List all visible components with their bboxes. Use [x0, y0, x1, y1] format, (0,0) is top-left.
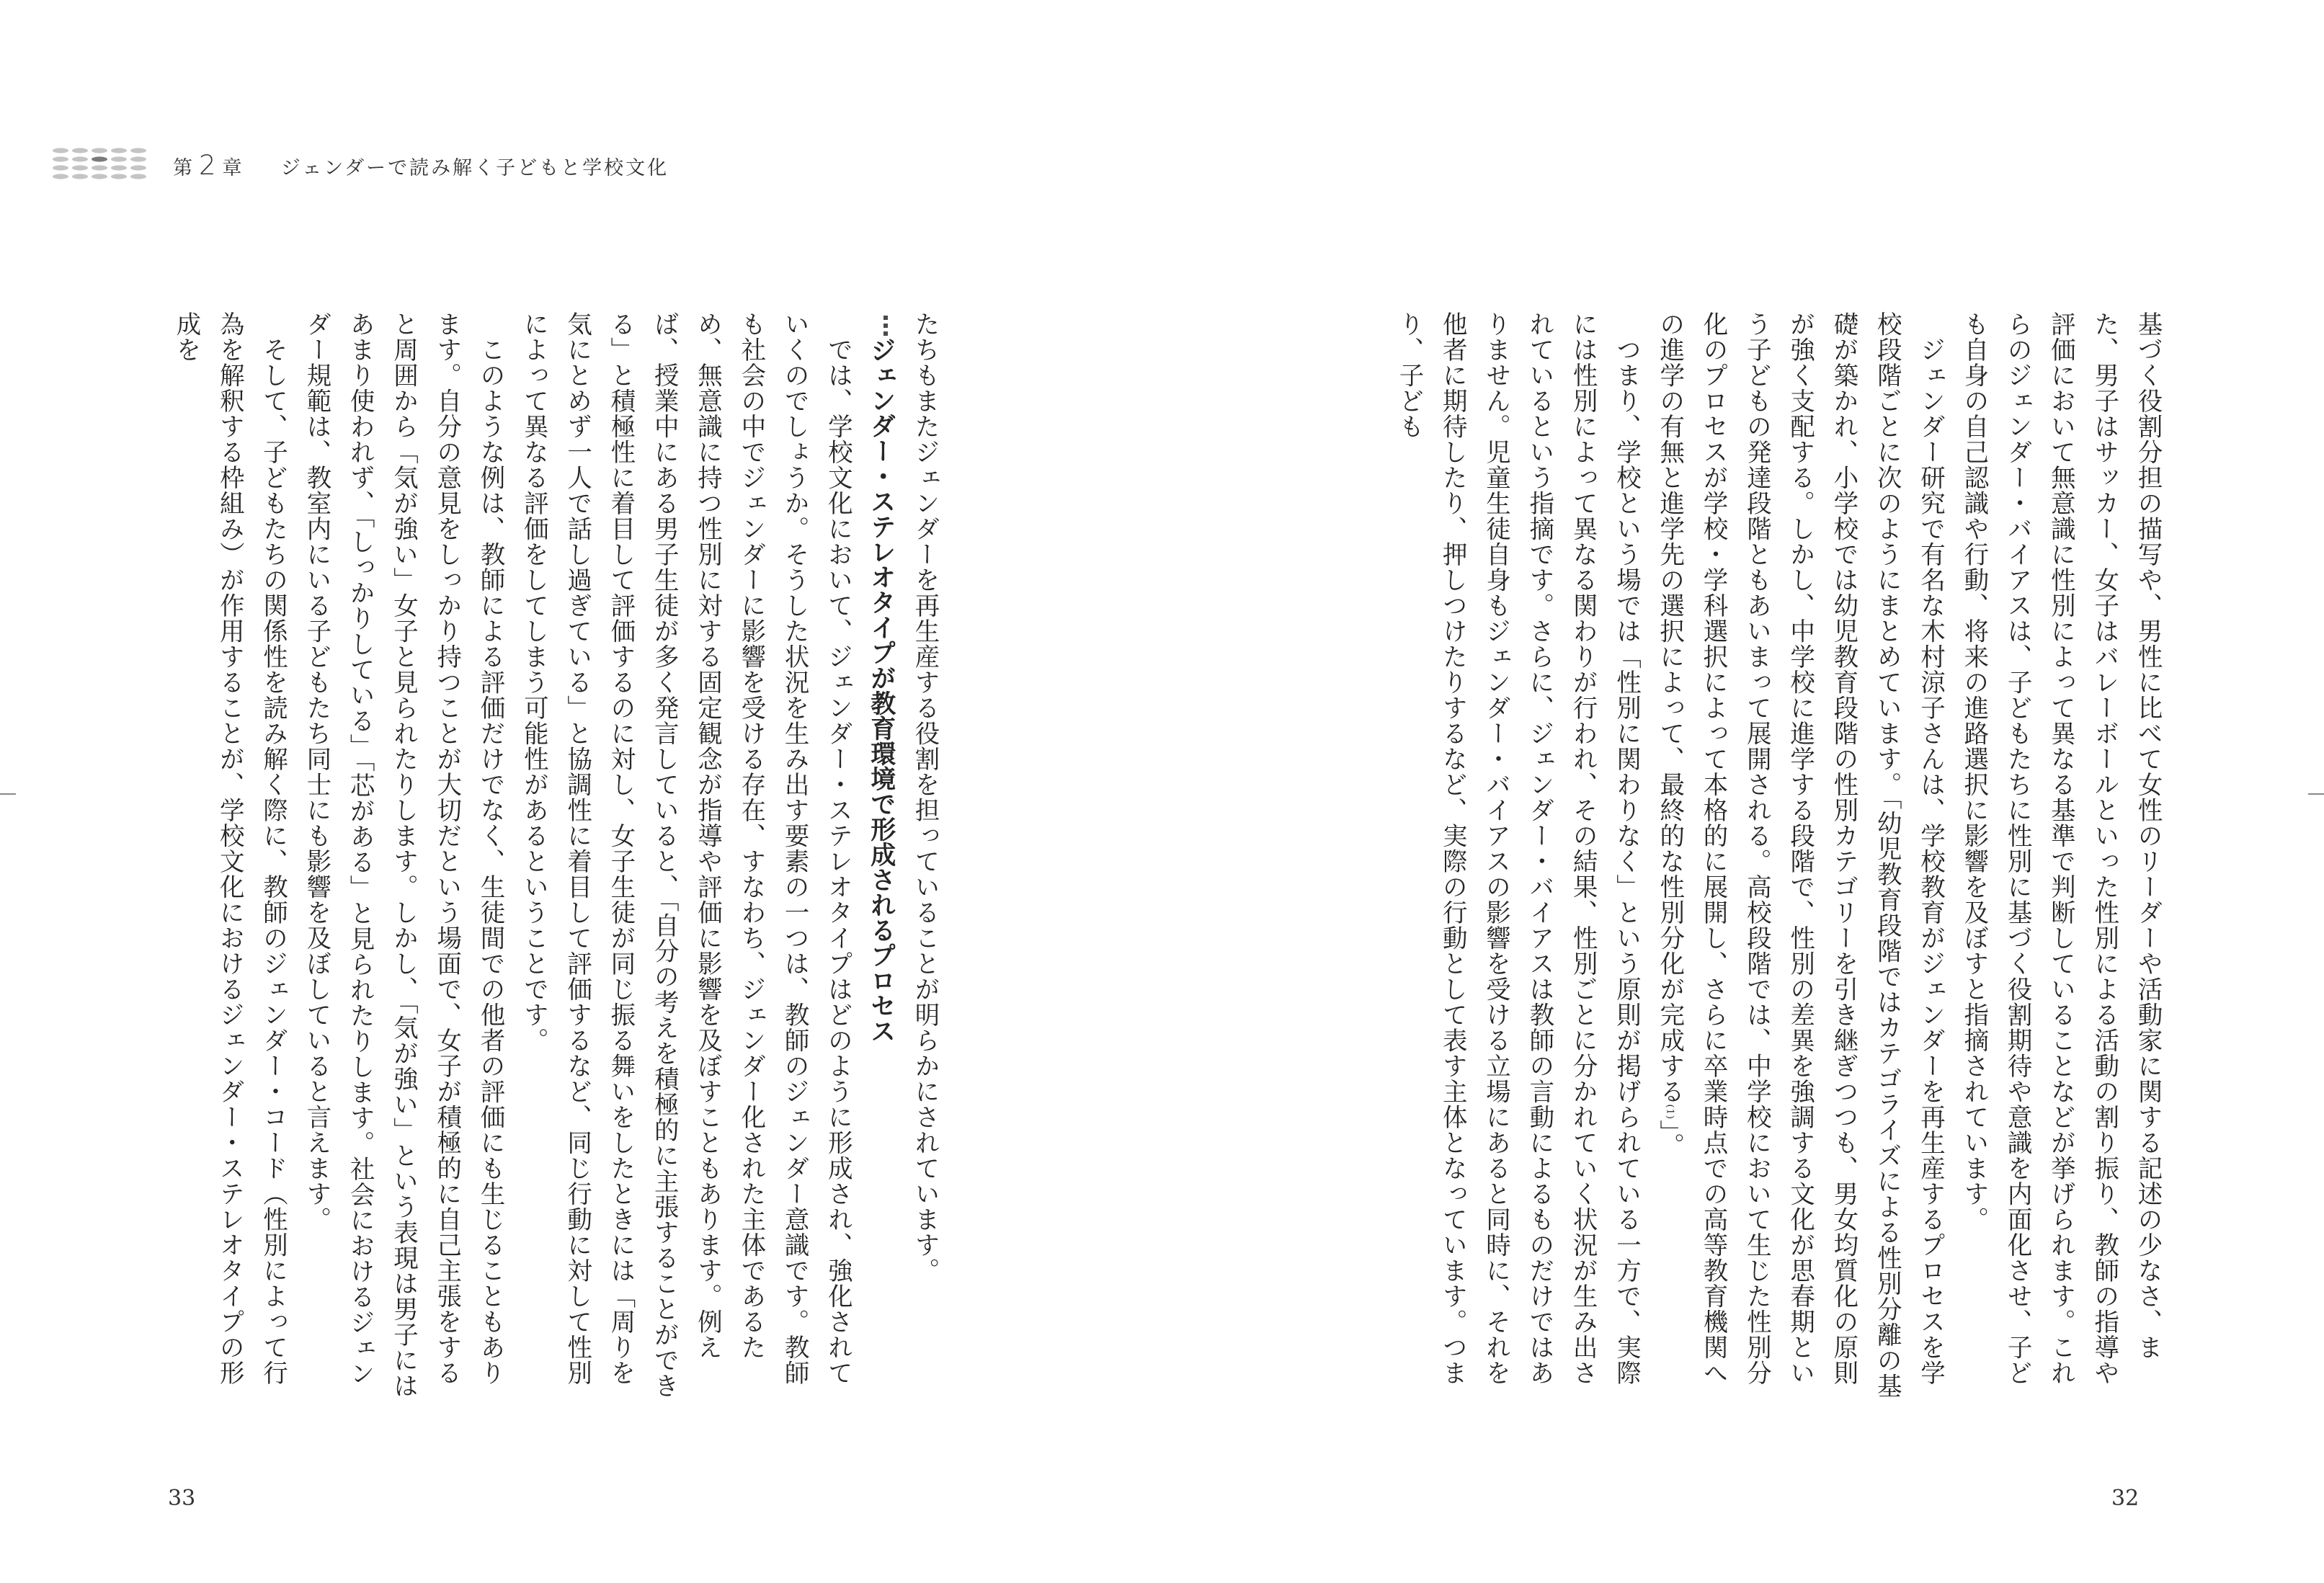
- paragraph: 基づく役割分担の描写や、男性に比べて女性のリーダーや活動家に関する記述の少なさ、また、男子はサッカー、女子はバレーボールといった性別による活動の割り振り、教師の指導や評価において無意識に性別によって異なる基準で判断していることなどが挙げられます。これらのジェンダー・バイアスは、子どもたちに性別に基づく役割期待や意識を内面化させ、子ども自身の自己認識や行動、将来の進路選択に影響を及ぼすと指摘されています。: [1959, 311, 2162, 1386]
- page-left: [164, 311, 946, 1406]
- paragraph-text: このような例は、教師による評価だけでなく、生徒間での他者の評価にも生じることもあります。自分の意見をしっかり持つことが大切だという場面で、女子が積極的に自己主張をすると周囲から「気が強い」女子と見られたりします。しかし、「気が強い」という表現は男子にはあまり使われず、「しっかりしている」「芯がある」と見られたりします。社会におけるジェンダー規範は、教室内にいる子どもたち同士にも影響を及ぼしていると言えます。: [301, 311, 505, 1399]
- chapter-ornament-icon: [50, 144, 159, 187]
- paragraph: [1394, 311, 1647, 1406]
- chapter-number: 2: [199, 150, 218, 181]
- paragraph: [1647, 311, 1951, 1406]
- paragraph-text: では、学校文化において、ジェンダー・ステレオタイプはどのように形成され、強化されていくのでしょうか。そうした状況を生み出す要素の一つは、教師のジェンダー意識です。教師も社会の中でジェンダーに影響を受ける存在、すなわち、ジェンダー化された主体であるため、無意識に持つ性別に対する固定観念が指導や評価に影響を及ぼすこともあります。例えば、授業中にある男子生徒が多く発言していると、「自分の考えを積極的に主張することができる」と積極性に着目して評価するのに対し、女子生徒が同じ振る舞いをしたときには「周りを気にとめず一人で話し過ぎている」と協調性に着目して評価するなど、同じ行動に対して性別によって異なる評価をしてしまう可能性があるということです。: [519, 311, 852, 1399]
- paragraph: [164, 311, 295, 1406]
- crop-mark-right: [2308, 793, 2324, 795]
- section-heading-text: ジェンダー・ステレオタイプが教育環境で形成されるプロセス: [866, 337, 896, 1043]
- paragraph-text: そして、子どもたちの関係性を読み解く際に、教師のジェンダー・コード（性別によって行為を解釈する枠組み）が作用することが、学校文化におけるジェンダー・ステレオタイプの形成を: [171, 311, 288, 1386]
- chapter-prefix: 第: [173, 157, 195, 179]
- paragraph-text: ジェンダー研究で有名な木村涼子さんは、学校教育がジェンダーを再生産するプロセスを学校段階ごとに次のようにまとめています。「幼児教育段階ではカテゴライズによる性別分離の基礎が築かれ、小学校では幼児教育段階の性別カテゴリーを引き継ぎつつも、男女均質化の原則が強く支配する。しかし、中学校に進学する段階で、性別の差異を強調する文化が思春期という子どもの発達段階ともあいまって展開される。高校段階では、中学校において生じた性別分化のプロセスが学校・学科選択によって本格的に展開し、さらに卒業時点での高等教育機関への進学の有無と進学先の選択によって、最終的な性別分化が完成する: [1655, 311, 1945, 1399]
- crop-mark-left: [0, 793, 16, 795]
- page-left-body: [164, 311, 946, 1406]
- page-right: [1394, 311, 2169, 1406]
- quote-close: 」。: [1655, 1119, 1684, 1159]
- paragraph: [295, 311, 512, 1406]
- chapter-title-text: ジェンダーで読み解く子どもと学校文化: [280, 157, 669, 179]
- page-right-body: [1394, 311, 2169, 1406]
- chapter-suffix: 章: [222, 157, 244, 179]
- page-number-left: 33: [168, 1486, 196, 1511]
- footnote-marker: (1): [1664, 1104, 1675, 1120]
- carryover-text: たちもまたジェンダーを再生産する役割を担っていることが明らかにされています。: [910, 311, 939, 1283]
- section-marker-icon: [881, 311, 896, 337]
- page-number-right: 32: [2111, 1486, 2140, 1511]
- section-heading: [859, 311, 902, 1406]
- chapter-title: [173, 144, 669, 190]
- paragraph-text: つまり、学校という場では「性別に関わりなく」という原則が掲げられている一方で、実際には性別によって異なる関わりが行われ、その結果、性別ごとに分かれていく状況が生み出されているという指摘です。さらに、ジェンダー・バイアスは教師の言動によるものだけではありません。児童生徒自身もジェンダー・バイアスの影響を受ける立場にあると同時に、それを他者に期待したり、押しつけたりするなど、実際の行動として表す主体となっています。つまり、子ども: [1394, 311, 1641, 1386]
- paragraph: [512, 311, 859, 1406]
